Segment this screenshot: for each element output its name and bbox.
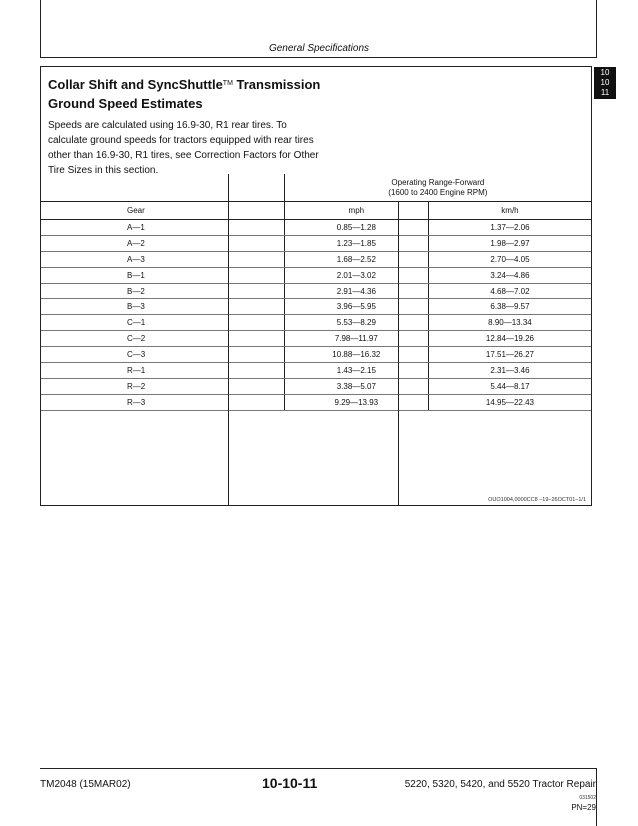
gear-cell: R—3	[41, 394, 284, 410]
gear-cell: B—2	[41, 283, 284, 299]
table-row	[41, 251, 591, 267]
table-row	[41, 220, 591, 236]
mph-cell: 5.53—8.29	[284, 315, 428, 331]
page-title	[48, 74, 320, 113]
section-tab	[594, 67, 616, 99]
kmh-cell: 8.90—13.34	[428, 315, 591, 331]
table-row	[41, 315, 591, 331]
kmh-cell: 6.38—9.57	[428, 299, 591, 315]
title-line1-suffix: Transmission	[232, 77, 321, 92]
footer-right-frame-line	[596, 768, 597, 826]
table-row	[41, 283, 591, 299]
gear-cell: A—1	[41, 220, 284, 236]
kmh-cell: 2.70—4.05	[428, 251, 591, 267]
footer-doc-id: TM2048 (15MAR02)	[40, 779, 131, 790]
operating-range-header	[284, 174, 591, 202]
col-header-gear: Gear	[41, 202, 284, 220]
table-row	[41, 267, 591, 283]
mph-cell: 1.23—1.85	[284, 235, 428, 251]
gear-cell: A—2	[41, 235, 284, 251]
tab-line-2: 10	[600, 78, 610, 87]
kmh-cell: 4.68—7.02	[428, 283, 591, 299]
operating-range-line1: Operating Range-Forward	[391, 177, 485, 187]
gear-cell: C—1	[41, 315, 284, 331]
page-number: 10-10-11	[262, 775, 318, 791]
mph-cell: 9.29—13.93	[284, 394, 428, 410]
header-rule	[40, 57, 597, 58]
table-column-header-row	[41, 202, 591, 220]
kmh-cell: 17.51—26.27	[428, 347, 591, 363]
trademark-mark: TM	[222, 80, 233, 87]
table-mid-divider	[398, 201, 399, 505]
kmh-cell: 3.24—4.86	[428, 267, 591, 283]
footer-rule	[40, 768, 597, 769]
mph-cell: 2.91—4.36	[284, 283, 428, 299]
ground-speed-table	[41, 174, 591, 411]
tab-line-3: 11	[600, 88, 610, 97]
section-header: General Specifications	[268, 43, 370, 54]
footer-pn: PN=29	[571, 803, 596, 812]
intro-paragraph: Speeds are calculated using 16.9-30, R1 rear tires. To calculate ground speeds for tractors equipped with rear tires other than 16.9-30, R1 tires, see Correction Factors for Other Tire Sizes in this section.	[48, 120, 319, 176]
reference-code: OUO1004,0000CC8 –19–26OCT01–1/1	[488, 497, 586, 503]
mph-cell: 10.88—16.32	[284, 347, 428, 363]
kmh-cell: 5.44—8.17	[428, 378, 591, 394]
table-left-divider	[228, 174, 229, 505]
gear-cell: R—1	[41, 363, 284, 379]
gear-cell: A—3	[41, 251, 284, 267]
gear-cell: C—3	[41, 347, 284, 363]
kmh-cell: 1.98—2.97	[428, 235, 591, 251]
kmh-cell: 12.84—19.26	[428, 331, 591, 347]
mph-cell: 2.01—3.02	[284, 267, 428, 283]
footer-models: 5220, 5320, 5420, and 5520 Tractor Repair	[404, 779, 596, 790]
table-row	[41, 235, 591, 251]
blank-header-cell	[41, 174, 284, 202]
kmh-cell: 14.95—22.43	[428, 394, 591, 410]
gear-cell: R—2	[41, 378, 284, 394]
table-row	[41, 378, 591, 394]
table-row	[41, 394, 591, 410]
kmh-cell: 1.37—2.06	[428, 220, 591, 236]
table-row	[41, 363, 591, 379]
table-body	[41, 220, 591, 411]
table-row	[41, 331, 591, 347]
mph-cell: 7.98—11.97	[284, 331, 428, 347]
mph-cell: 1.43—2.15	[284, 363, 428, 379]
kmh-cell: 2.31—3.46	[428, 363, 591, 379]
gear-cell: C—2	[41, 331, 284, 347]
footer-date-code: 031502	[579, 795, 596, 801]
gear-cell: B—1	[41, 267, 284, 283]
mph-cell: 3.38—5.07	[284, 378, 428, 394]
operating-range-line2: (1600 to 2400 Engine RPM)	[388, 187, 488, 197]
table-row	[41, 347, 591, 363]
tab-line-1: 10	[600, 68, 610, 77]
col-header-mph: mph	[284, 202, 428, 220]
title-line2: Ground Speed Estimates	[48, 96, 203, 111]
mph-cell: 1.68—2.52	[284, 251, 428, 267]
mph-cell: 0.85—1.28	[284, 220, 428, 236]
table-row	[41, 299, 591, 315]
mph-cell: 3.96—5.95	[284, 299, 428, 315]
title-line1: Collar Shift and SyncShuttle	[48, 77, 223, 92]
table-group-header-row	[41, 174, 591, 202]
gear-cell: B—3	[41, 299, 284, 315]
col-header-kmh: km/h	[428, 202, 591, 220]
